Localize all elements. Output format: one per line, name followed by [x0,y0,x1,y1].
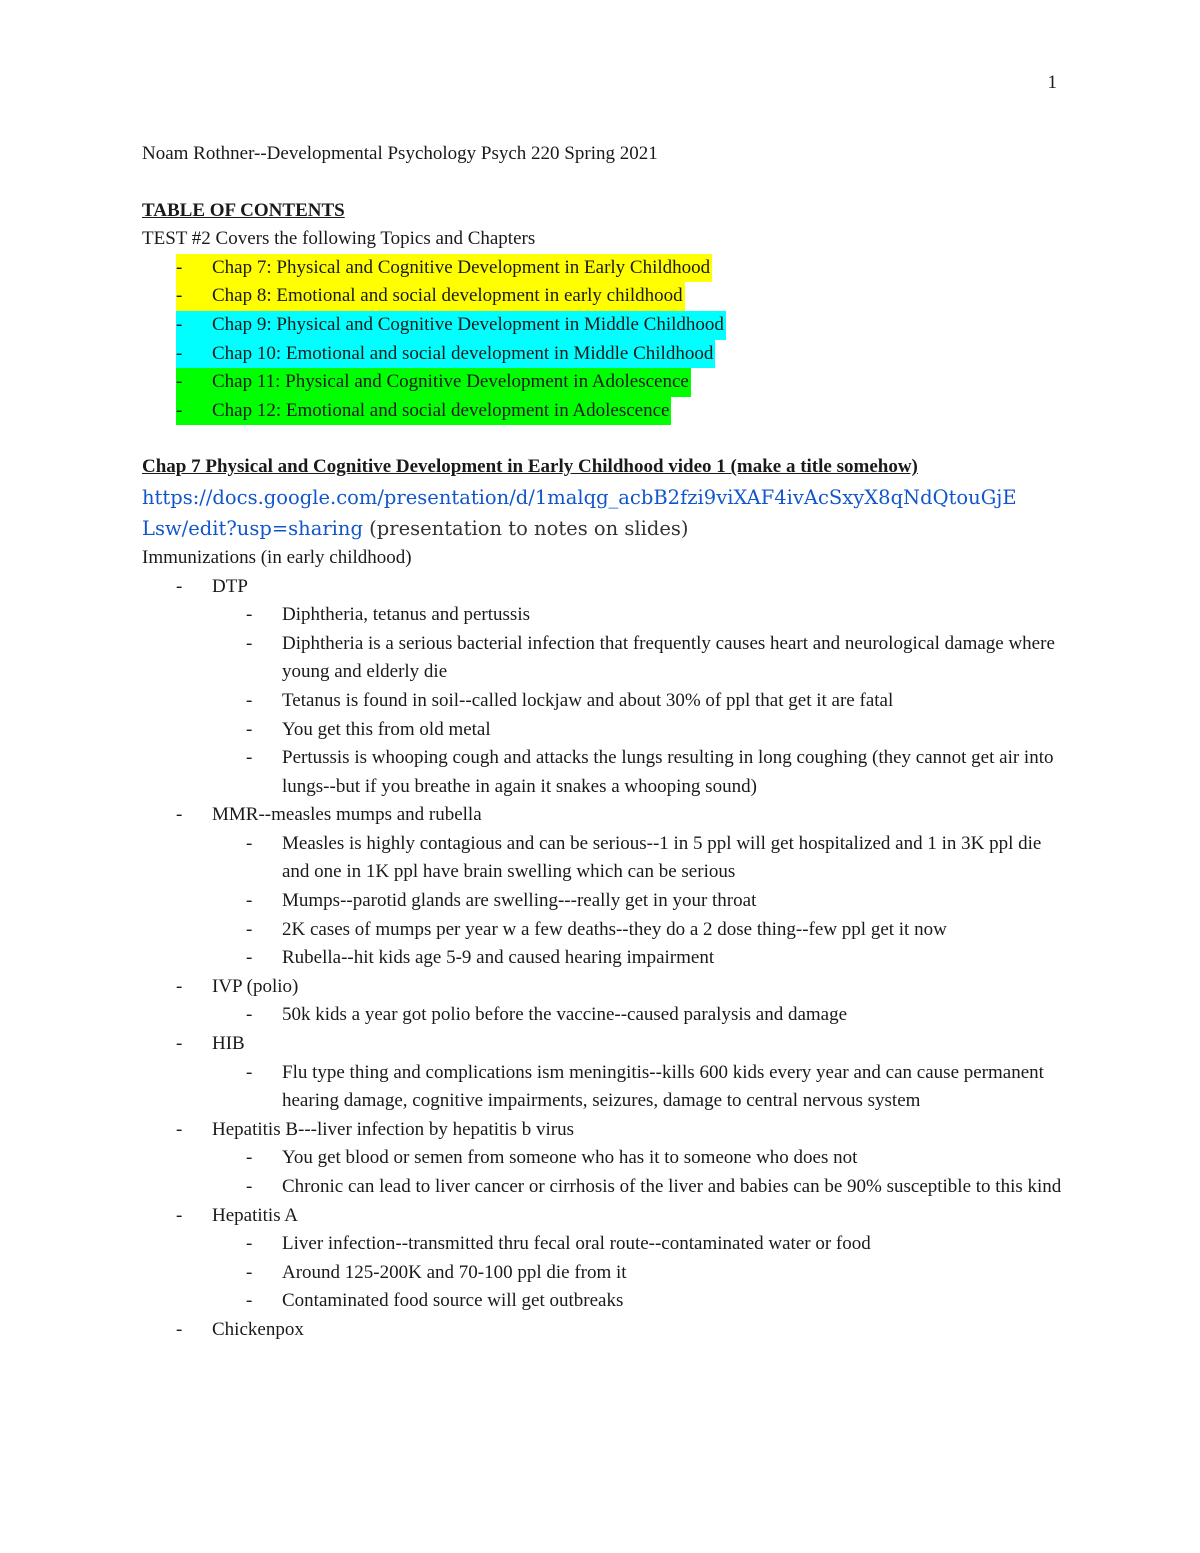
bullet-dash: - [246,890,253,912]
sub-list-item-text: Diphtheria, tetanus and pertussis [282,604,531,626]
bullet-dash: - [176,1033,183,1055]
sub-list-item-text: Around 125-200K and 70-100 ppl die from it [282,1261,627,1283]
sub-list-item [212,1230,1067,1259]
bullet-dash: - [246,1004,253,1026]
sub-list [212,1144,1067,1201]
bullet-dash: - [246,689,253,711]
toc-item [142,397,1067,426]
sub-list [212,1230,1067,1316]
sub-list-item [212,1144,1067,1173]
bullet-dash: - [246,1261,253,1283]
list-item-label: HIB [212,1033,245,1055]
bullet-dash: - [176,342,183,364]
toc-item [142,368,1067,397]
list-item-label: Hepatitis A [212,1204,299,1226]
bullet-dash: - [246,604,253,626]
sub-list [212,1059,1067,1116]
bullet-dash: - [176,1204,183,1226]
notes-list [142,573,1067,1345]
toc-item-label: Chap 10: Emotional and social development in Middle Childhood [212,342,714,364]
bullet-dash: - [246,1176,253,1197]
bullet-dash: - [246,632,253,654]
sub-list [212,601,1067,801]
bullet-dash: - [176,399,183,421]
document-body [142,140,1067,1345]
sub-list-item-text: Pertussis is whooping cough and attacks the lungs resulting in long coughing (they cannot get air into lungs--but if you breathe in again it snakes a whooping sound) [282,747,1054,797]
sub-list-item [212,830,1067,887]
bullet-dash: - [176,285,183,307]
list-item [142,1116,1067,1202]
toc-item-label: Chap 8: Emotional and social development in early childhood [212,285,683,307]
list-item-label: IVP (polio) [212,975,299,997]
sub-list-item [212,630,1067,687]
list-item [142,973,1067,1030]
sub-list [212,1001,1067,1030]
presentation-link-cont[interactable]: Lsw/edit?usp=sharing [142,516,363,540]
sub-list-item-text: Flu type thing and complications ism meningitis--kills 600 kids every year and can cause permanent hearing damage, cognitive impairments, seizures, damage to central nervous system [282,1061,1044,1112]
sub-list-item [212,601,1067,630]
sub-list-item-text: You get this from old metal [282,718,491,740]
list-item [142,801,1067,973]
presentation-link[interactable]: https://docs.google.com/presentation/d/1malqg_acbB2fzi9viXAF4ivAcSxyX8qNdQtouGjE [142,485,1017,509]
sub-list-item [212,1259,1067,1288]
sub-list-item [212,1287,1067,1316]
toc-item-label: Chap 12: Emotional and social development in Adolescence [212,399,670,421]
sub-list-item-text: Tetanus is found in soil--called lockjaw and about 30% of ppl that get it are fatal [282,689,894,711]
bullet-dash: - [246,1147,253,1169]
sub-list-item [212,1173,1067,1202]
bullet-dash: - [246,1061,253,1083]
toc-item-label: Chap 7: Physical and Cognitive Development in Early Childhood [212,256,711,278]
bullet-dash: - [246,832,253,854]
list-item [142,1316,1067,1345]
link-note: (presentation to notes on slides) [362,516,689,540]
list-item-label: MMR--measles mumps and rubella [212,804,482,826]
sub-list-item [212,887,1067,916]
page-number: 1 [1047,72,1057,93]
toc-heading: TABLE OF CONTENTS [142,199,345,221]
bullet-dash: - [176,804,183,826]
sub-list-item [212,744,1067,801]
toc-item [142,340,1067,369]
sub-list-item-text: Rubella--hit kids age 5-9 and caused hearing impairment [282,947,715,969]
sub-list-item [212,1059,1067,1116]
sub-list-item-text: Diphtheria is a serious bacterial infection that frequently causes heart and neurological damage where young and elderly die [282,632,1055,683]
toc-intro: TEST #2 Covers the following Topics and Chapters [142,228,536,250]
toc-list [142,254,1067,426]
sub-list-item-text: 50k kids a year got polio before the vaccine--caused paralysis and damage [282,1004,848,1026]
sub-list-item-text: Contaminated food source will get outbreaks [282,1290,624,1312]
sub-list-item-text: Chronic can lead to liver cancer or cirrhosis of the liver and babies can be 90% susceptible to this kind [282,1176,1062,1197]
bullet-dash: - [176,575,183,597]
toc-item [142,282,1067,311]
bullet-dash: - [246,1290,253,1312]
list-item [142,573,1067,802]
bullet-dash: - [246,747,253,769]
list-item-label: Hepatitis B---liver infection by hepatitis b virus [212,1118,574,1140]
bullet-dash: - [246,718,253,740]
bullet-dash: - [176,1118,183,1140]
sub-list-item-text: Liver infection--transmitted thru fecal oral route--contaminated water or food [282,1233,871,1255]
toc-item [142,254,1067,283]
toc-item [142,311,1067,340]
list-item [142,1030,1067,1116]
sub-list-item [212,687,1067,716]
bullet-dash: - [176,256,183,278]
section-subtitle: Immunizations (in early childhood) [142,546,412,568]
bullet-dash: - [246,918,253,940]
toc-item-label: Chap 9: Physical and Cognitive Development in Middle Childhood [212,313,724,335]
sub-list-item-text: Measles is highly contagious and can be serious--1 in 5 ppl will get hospitalized and 1 in 3K ppl die and one in 1K ppl have brain swelling which can be serious [282,832,1042,883]
bullet-dash: - [176,371,183,393]
sub-list-item [212,916,1067,945]
toc-item-label: Chap 11: Physical and Cognitive Development in Adolescence [212,371,689,393]
list-item [142,1202,1067,1316]
sub-list [212,830,1067,973]
document-title: Noam Rothner--Developmental Psychology Psych 220 Spring 2021 [142,143,658,164]
sub-list-item [212,944,1067,973]
bullet-dash: - [176,1318,183,1340]
list-item-label: Chickenpox [212,1318,304,1340]
sub-list-item [212,1001,1067,1030]
section-heading: Chap 7 Physical and Cognitive Development in Early Childhood video 1 (make a title somehow) [142,456,918,478]
bullet-dash: - [246,947,253,969]
bullet-dash: - [176,313,183,335]
sub-list-item [212,716,1067,745]
sub-list-item-text: You get blood or semen from someone who has it to someone who does not [282,1147,858,1169]
list-item-label: DTP [212,575,248,597]
presentation-link-block [142,482,1067,544]
bullet-dash: - [176,975,183,997]
sub-list-item-text: 2K cases of mumps per year w a few deaths--they do a 2 dose thing--few ppl get it now [282,918,947,940]
sub-list-item-text: Mumps--parotid glands are swelling---really get in your throat [282,890,757,912]
bullet-dash: - [246,1233,253,1255]
